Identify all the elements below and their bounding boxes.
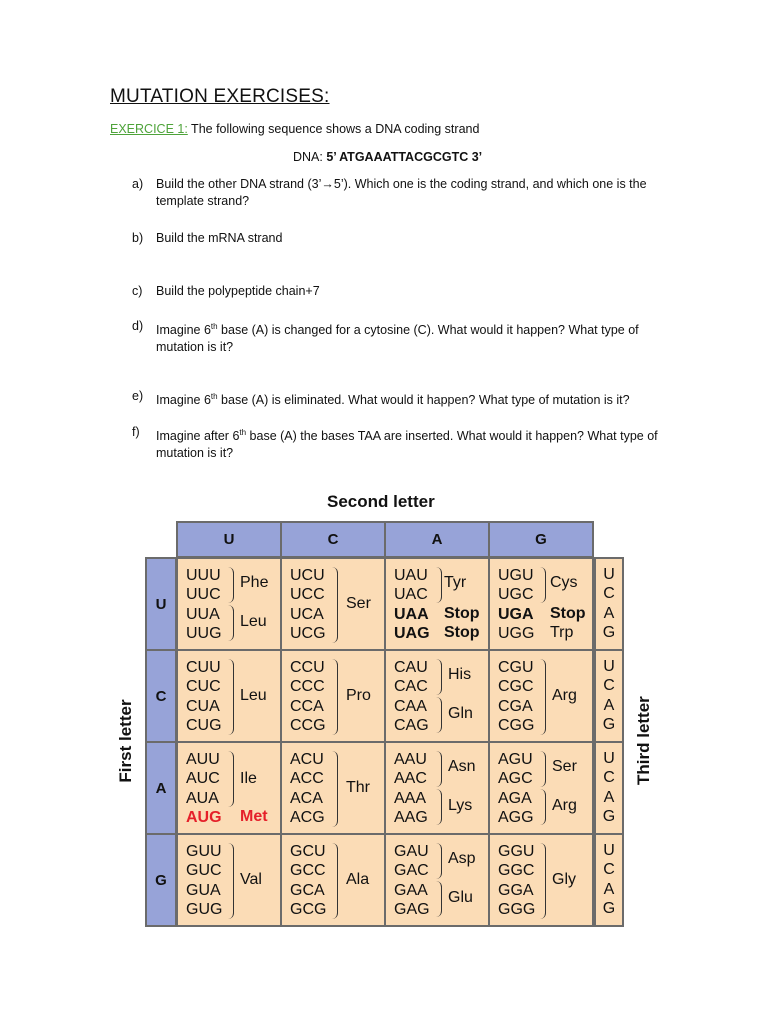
- codon: CCA: [290, 697, 324, 715]
- first-letter-g: G: [145, 833, 177, 927]
- exercise-label: EXERCICE 1:: [110, 122, 188, 136]
- codon: CCG: [290, 716, 326, 734]
- codon-cell-ac: [280, 741, 386, 835]
- third-letter: C: [603, 769, 615, 787]
- amino-acid: Glu: [448, 889, 473, 906]
- third-letter: G: [602, 623, 616, 641]
- amino-acid: Arg: [552, 797, 577, 814]
- brace-icon: [434, 697, 442, 733]
- codon: CAC: [394, 678, 428, 696]
- amino-acid: Arg: [552, 687, 577, 704]
- amino-acid: Asn: [448, 758, 476, 775]
- codon: GAC: [394, 862, 429, 880]
- brace-icon: [330, 751, 338, 827]
- amino-acid: Phe: [240, 574, 269, 591]
- codon: ACA: [290, 789, 323, 807]
- brace-icon: [330, 843, 338, 919]
- amino-acid: Tyr: [444, 574, 467, 591]
- question-letter: e): [132, 389, 144, 403]
- third-letter-column-u: [594, 557, 624, 651]
- question-text: Build the polypeptide chain+7: [156, 284, 320, 298]
- amino-acid: Pro: [346, 687, 371, 704]
- codon: UAC: [394, 586, 428, 604]
- amino-acid: Ser: [346, 595, 371, 612]
- amino-acid-start: Met: [240, 808, 268, 825]
- dna-sequence: 5’ ATGAAATTACGCGTC 3’: [326, 150, 483, 164]
- codon: UGG: [498, 624, 535, 642]
- brace-icon: [434, 751, 442, 787]
- codon: AGU: [498, 751, 533, 768]
- question-text: Imagine after 6th base (A) the bases TAA are inserted. What would it happen? What type of mutation is it?: [156, 428, 658, 461]
- brace-icon: [434, 789, 442, 825]
- codon: GGU: [498, 843, 535, 860]
- codon: UGU: [498, 567, 534, 584]
- first-letter-c: C: [145, 649, 177, 743]
- codon: AAC: [394, 770, 427, 788]
- codon: CAG: [394, 716, 429, 734]
- dna-prefix: DNA:: [293, 150, 327, 164]
- codon: CGC: [498, 678, 534, 696]
- brace-icon: [434, 659, 442, 695]
- exercise-intro: [110, 122, 479, 136]
- codon: GAA: [394, 881, 428, 899]
- codon: GUC: [186, 862, 222, 880]
- third-letter: U: [603, 566, 615, 583]
- codon: CUC: [186, 678, 221, 696]
- second-letter-title: Second letter: [327, 492, 435, 511]
- amino-acid: Leu: [240, 687, 267, 704]
- question-letter: b): [132, 231, 144, 245]
- third-letter: A: [603, 696, 615, 714]
- amino-acid: Leu: [240, 613, 267, 630]
- brace-icon: [538, 567, 546, 603]
- codon: ACU: [290, 751, 324, 768]
- codon: AAA: [394, 789, 427, 807]
- question-letter: a): [132, 177, 144, 191]
- second-letter-u: U: [176, 521, 282, 558]
- codon: GAG: [394, 900, 430, 918]
- codon-cell-au: [176, 741, 282, 835]
- third-letter: C: [603, 861, 615, 879]
- question-letter: d): [132, 319, 144, 333]
- amino-acid: Thr: [346, 779, 370, 796]
- stop-codon: UAA: [394, 605, 429, 623]
- codon: GUG: [186, 900, 223, 918]
- stop-codon: UGA: [498, 605, 534, 623]
- question-text: Imagine 6th base (A) is changed for a cytosine (C). What would it happen? What type of mutation is it?: [156, 322, 639, 355]
- codon: CUG: [186, 716, 222, 734]
- codon: UUU: [186, 567, 221, 584]
- codon: CCC: [290, 678, 325, 696]
- codon-cell-gu: [176, 833, 282, 927]
- codon: AAG: [394, 808, 428, 826]
- codon-cell-ga: [384, 833, 490, 927]
- amino-acid: Gln: [448, 705, 473, 722]
- codon-cell-uu: [176, 557, 282, 651]
- codon: UUA: [186, 605, 220, 623]
- codon-cell-cg: [488, 649, 594, 743]
- codon: GCA: [290, 881, 325, 899]
- first-letter-u: U: [145, 557, 177, 651]
- stop-codon: UAG: [394, 624, 430, 642]
- codon: GGG: [498, 900, 536, 918]
- brace-icon: [226, 843, 234, 919]
- codon: CAU: [394, 659, 428, 676]
- amino-acid: Ile: [240, 770, 257, 787]
- stop-label: Stop: [550, 605, 586, 622]
- codon: AGG: [498, 808, 534, 826]
- amino-acid: Lys: [448, 797, 473, 814]
- codon: ACG: [290, 808, 325, 826]
- codon: UCG: [290, 624, 326, 642]
- codon: GGC: [498, 862, 535, 880]
- stop-label: Stop: [444, 624, 480, 641]
- amino-acid: Ala: [346, 871, 370, 888]
- question-letter: f): [132, 425, 140, 439]
- codon: GGA: [498, 881, 534, 899]
- codon: AUA: [186, 789, 219, 807]
- third-letter: A: [603, 604, 615, 622]
- third-letter-column-c: [594, 649, 624, 743]
- third-letter: G: [602, 807, 616, 825]
- third-letter: G: [602, 899, 616, 917]
- exercise-intro-text: The following sequence shows a DNA coding strand: [187, 122, 480, 136]
- third-letter: C: [603, 585, 615, 603]
- brace-icon: [434, 881, 442, 917]
- amino-acid: His: [448, 666, 472, 683]
- brace-icon: [226, 751, 234, 807]
- question-text: Imagine 6th base (A) is eliminated. What would it happen? What type of mutation is it?: [156, 392, 630, 408]
- codon: UCC: [290, 586, 325, 604]
- codon: CCU: [290, 659, 325, 676]
- third-letter: U: [603, 658, 615, 675]
- codon: UUG: [186, 624, 222, 642]
- codon: UAU: [394, 567, 428, 584]
- codon: UCU: [290, 567, 325, 584]
- third-letter: C: [603, 677, 615, 695]
- brace-icon: [226, 567, 234, 603]
- codon: CGA: [498, 697, 533, 715]
- third-letter-column-g: [594, 833, 624, 927]
- codon-cell-ca: [384, 649, 490, 743]
- codon-cell-aa: [384, 741, 490, 835]
- codon: CGU: [498, 659, 534, 676]
- codon: AGA: [498, 789, 532, 807]
- stop-label: Stop: [444, 605, 480, 622]
- codon: AUU: [186, 751, 220, 768]
- third-letter: G: [602, 715, 616, 733]
- brace-icon: [226, 605, 234, 641]
- second-letter-g: G: [488, 521, 594, 558]
- second-letter-a: A: [384, 521, 490, 558]
- codon: UCA: [290, 605, 324, 623]
- first-letter-label: First letter: [116, 699, 135, 783]
- third-letter: A: [603, 880, 615, 898]
- brace-icon: [330, 659, 338, 735]
- codon-cell-uc: [280, 557, 386, 651]
- codon: GCG: [290, 900, 327, 918]
- codon-cell-gc: [280, 833, 386, 927]
- codon: GAU: [394, 843, 429, 860]
- amino-acid: Gly: [552, 871, 576, 888]
- codon: ACC: [290, 770, 324, 788]
- page-title: MUTATION EXERCISES:: [110, 86, 330, 107]
- first-letter-a: A: [145, 741, 177, 835]
- codon: GUU: [186, 843, 222, 860]
- codon: CAA: [394, 697, 427, 715]
- codon: UGC: [498, 586, 534, 604]
- codon: AUC: [186, 770, 220, 788]
- dna-sequence-line: [293, 150, 482, 164]
- amino-acid: Trp: [550, 624, 574, 641]
- brace-icon: [434, 567, 442, 603]
- codon-cell-gg: [488, 833, 594, 927]
- codon-cell-cc: [280, 649, 386, 743]
- codon: UUC: [186, 586, 221, 604]
- amino-acid: Val: [240, 871, 262, 888]
- codon: CUU: [186, 659, 221, 676]
- brace-icon: [226, 659, 234, 735]
- codon-cell-ua: [384, 557, 490, 651]
- codon: AAU: [394, 751, 427, 768]
- codon-cell-ug: [488, 557, 594, 651]
- codon: GCC: [290, 862, 326, 880]
- codon: AGC: [498, 770, 533, 788]
- question-text: Build the mRNA strand: [156, 231, 283, 245]
- question-text: Build the other DNA strand (3’→5’). Which one is the coding strand, and which one is the template strand?: [156, 177, 647, 208]
- brace-icon: [538, 843, 546, 919]
- codon: GCU: [290, 843, 326, 860]
- codon-cell-cu: [176, 649, 282, 743]
- codon: CUA: [186, 697, 220, 715]
- brace-icon: [538, 789, 546, 825]
- codon: CGG: [498, 716, 535, 734]
- question-letter: c): [132, 284, 143, 298]
- brace-icon: [538, 751, 546, 787]
- third-letter-column-a: [594, 741, 624, 835]
- amino-acid: Ser: [552, 758, 577, 775]
- codon-cell-ag: [488, 741, 594, 835]
- third-letter-label: Third letter: [634, 696, 653, 785]
- brace-icon: [538, 659, 546, 735]
- start-codon: AUG: [186, 808, 222, 826]
- brace-icon: [330, 567, 338, 643]
- third-letter: U: [603, 842, 615, 859]
- codon: GUA: [186, 881, 221, 899]
- third-letter: A: [603, 788, 615, 806]
- amino-acid: Asp: [448, 850, 476, 867]
- second-letter-c: C: [280, 521, 386, 558]
- brace-icon: [434, 843, 442, 879]
- third-letter: U: [603, 750, 615, 767]
- amino-acid: Cys: [550, 574, 578, 591]
